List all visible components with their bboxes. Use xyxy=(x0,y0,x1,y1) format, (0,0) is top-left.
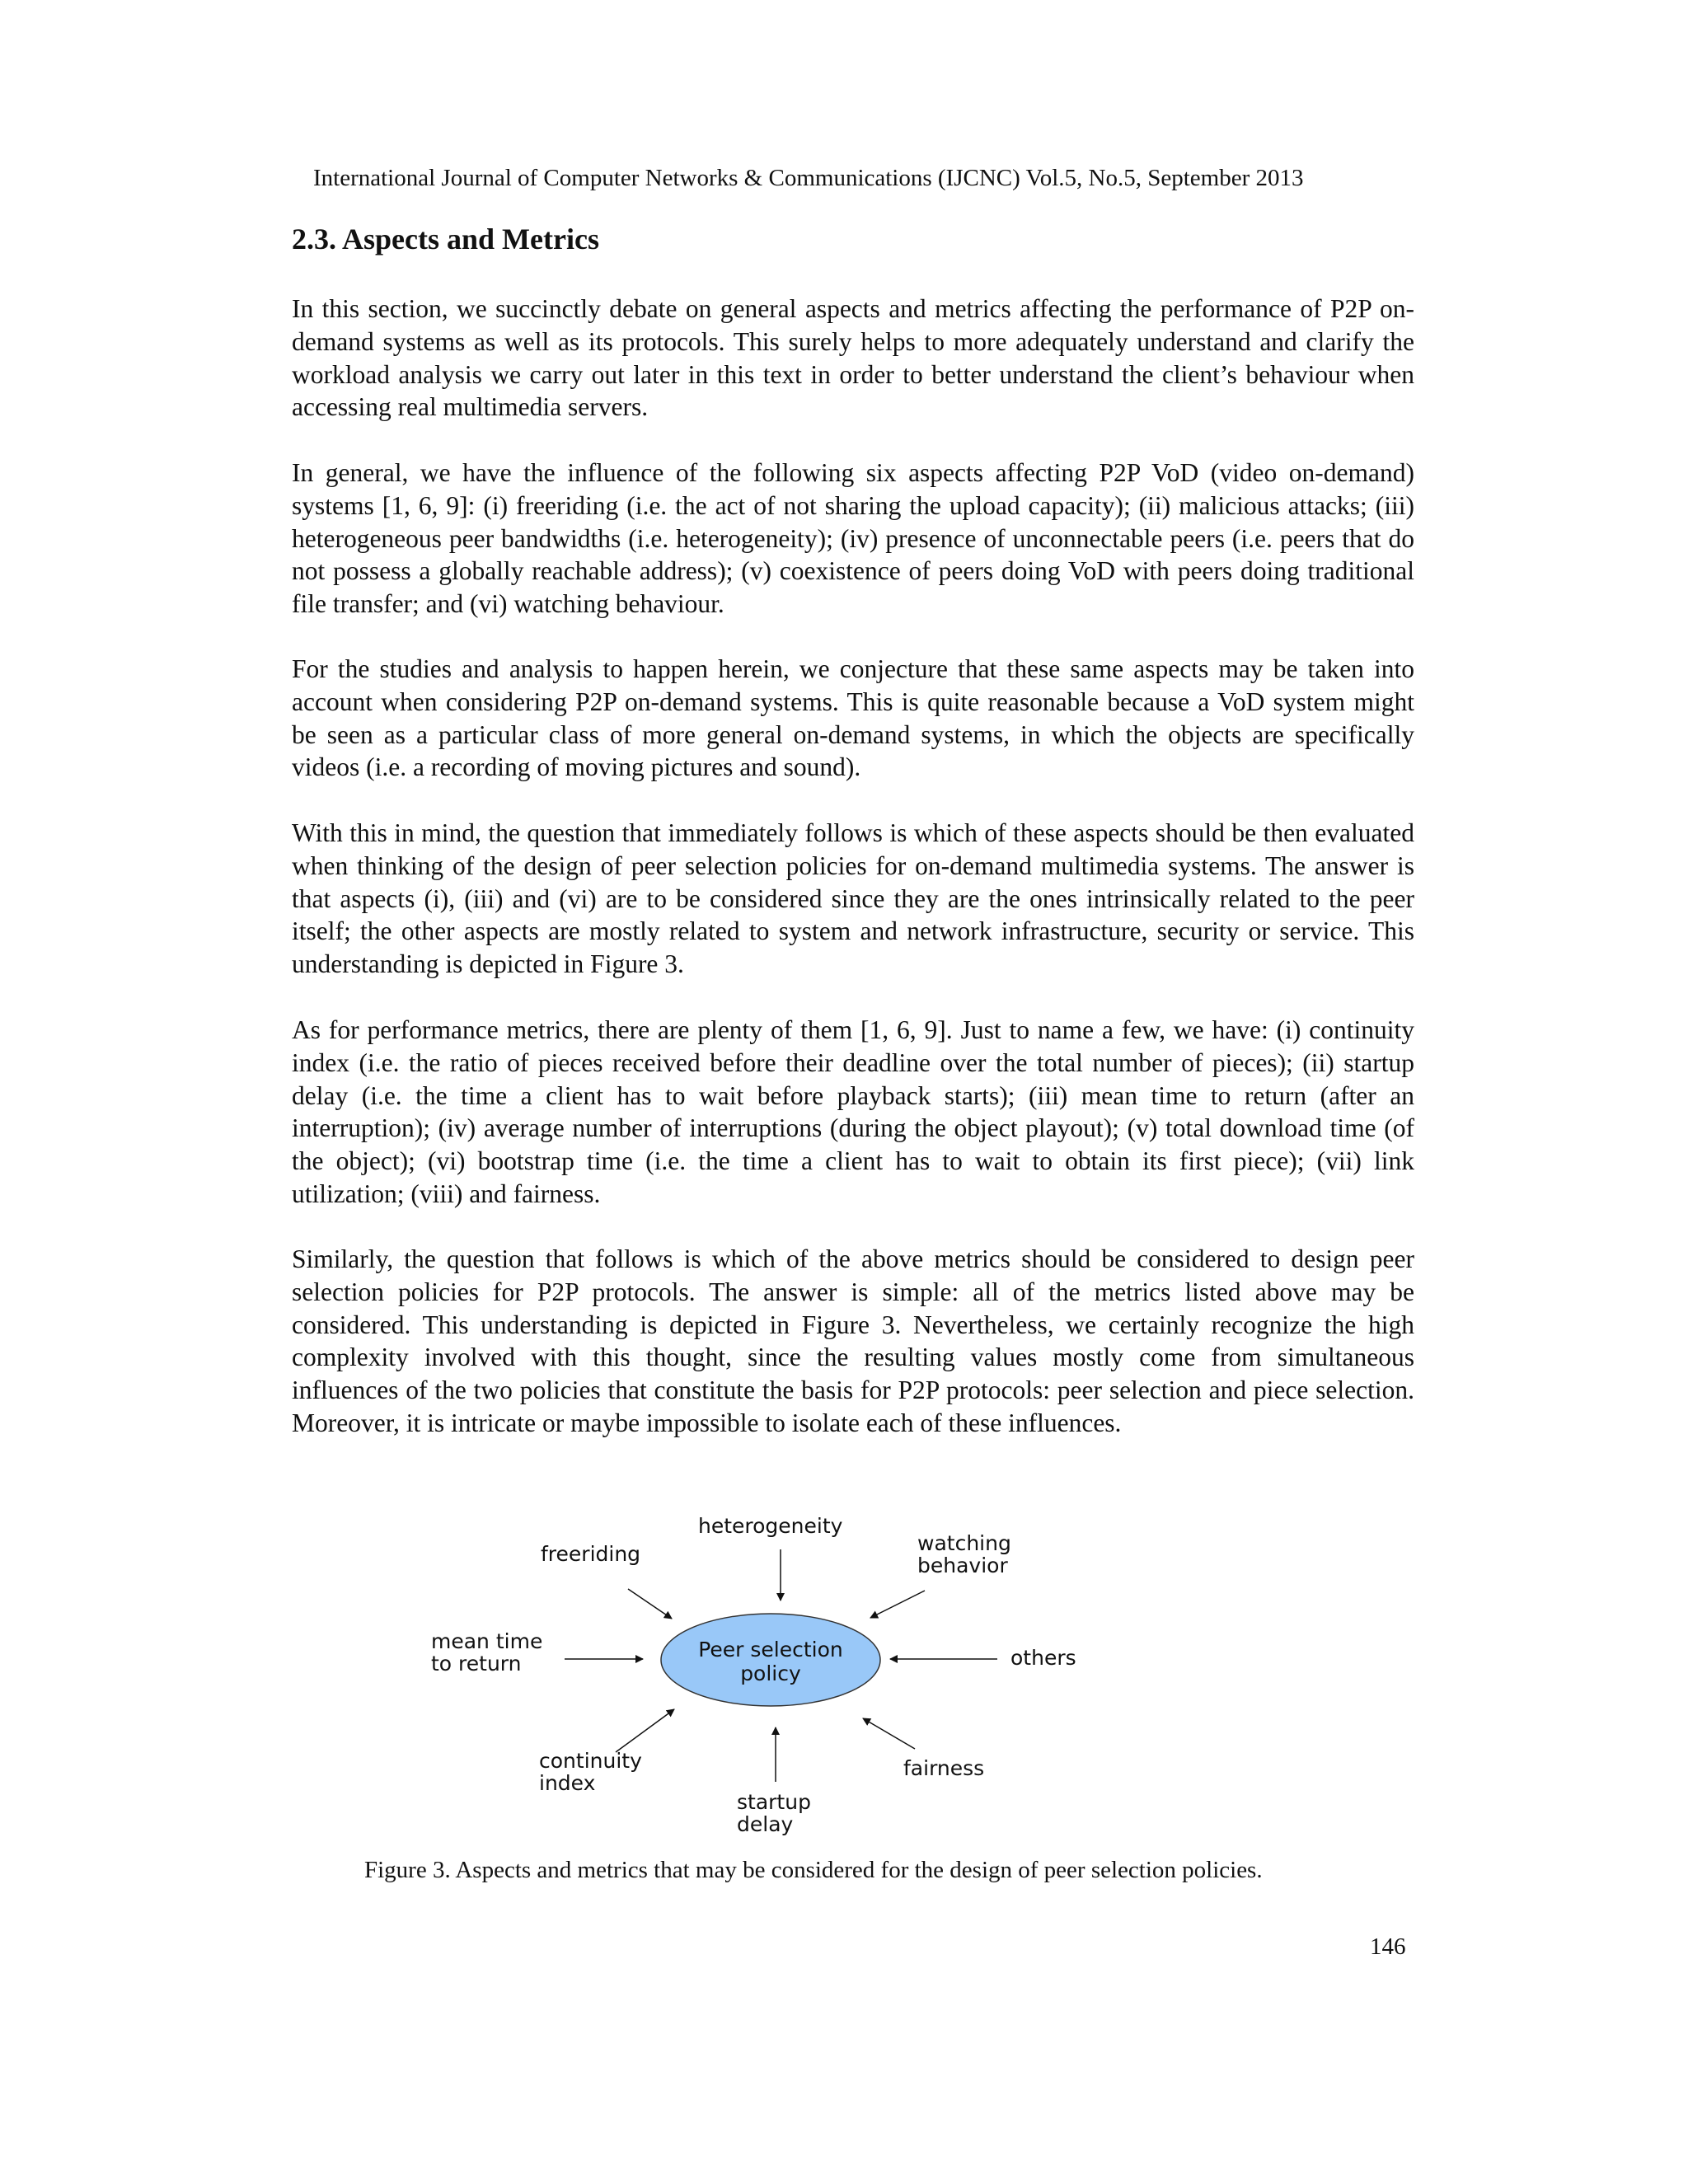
figure-3-diagram xyxy=(420,1500,1080,1846)
label-mean-time-line1: mean time xyxy=(431,1629,543,1653)
label-continuity-line2: index xyxy=(539,1771,596,1795)
figure-caption: Figure 3. Aspects and metrics that may be considered for the design of peer selection policies. xyxy=(364,1857,1263,1883)
paragraph-intro: In this section, we succinctly debate on general aspects and metrics affecting the performance of P2P on-demand systems as well as its protocols. This surely helps to more adequately understand and clarify the workload analysis we carry out later in this text in order to better understand the client’s behaviour when accessing real multimedia servers. xyxy=(292,294,1414,422)
label-watching-line2: behavior xyxy=(917,1554,1008,1577)
arrow-continuity-index xyxy=(616,1709,674,1752)
arrow-fairness xyxy=(863,1718,915,1749)
running-header: International Journal of Computer Networks & Communications (IJCNC) Vol.5, No.5, September 2013 xyxy=(313,165,1304,191)
label-continuity-line1: continuity xyxy=(539,1749,642,1773)
label-mean-time-line2: to return xyxy=(431,1652,522,1675)
paragraph-metrics-design: Similarly, the question that follows is which of the above metrics should be considered to design peer selection policies for P2P protocols. The answer is simple: all of the metrics listed above may be considered. This understanding is depicted in Figure 3. Nevertheless, we certainly recognize the high complexity involved with this thought, since the resulting values mostly come from simultaneous influences of the two policies that constitute the basis for P2P protocols: peer selection and piece selection. Moreover, it is intricate or maybe impossible to isolate each of these influences. xyxy=(292,1244,1414,1437)
paragraph-conjecture: For the studies and analysis to happen herein, we conjecture that these same aspects may be taken into account when considering P2P on-demand systems. This is quite reasonable because a VoD system might be seen as a particular class of more general on-demand systems, in which the objects are specifically videos (i.e. a recording of moving pictures and sound). xyxy=(292,654,1414,782)
paragraph-performance-metrics: As for performance metrics, there are plenty of them [1, 6, 9]. Just to name a few, we have: (i) continuity index (i.e. the ratio of pieces received before their deadline over the total number of pieces); (ii) startup delay (i.e. the time a client has to wait before playback starts); (iii) mean time to return (after an interruption); (iv) average number of interruptions (during the object playout); (v) total download time (of the object); (vi) bootstrap time (i.e. the time a client has to wait to obtain its first piece); (vii) link utilization; (viii) and fairness. xyxy=(292,1015,1414,1208)
label-startup-line2: delay xyxy=(737,1812,794,1836)
paragraph-six-aspects: In general, we have the influence of the following six aspects affecting P2P VoD (video on-demand) systems [1, 6, 9]: (i) freeriding (i.e. the act of not sharing the upload capacity); (ii) malicious attacks; (iii) heterogeneous peer bandwidths (i.e. heterogeneity); (iv) presence of unconnectable peers (i.e. peers that do not possess a globally reachable address); (v) coexistence of peers doing VoD with peers doing traditional file transfer; and (vi) watching behaviour. xyxy=(292,458,1414,619)
label-freeriding: freeriding xyxy=(541,1542,641,1566)
label-watching-line1: watching xyxy=(917,1531,1011,1555)
arrow-watching-behavior xyxy=(870,1591,925,1618)
section-title: 2.3. Aspects and Metrics xyxy=(292,223,599,255)
paragraph-aspects-evaluation: With this in mind, the question that immediately follows is which of these aspects should be then evaluated when thinking of the design of peer selection policies for on-demand multimedia systems. The answer is that aspects (i), (iii) and (vi) are to be considered since they are the ones intrinsically related to the peer itself; the other aspects are mostly related to system and network infrastructure, security or service. This understanding is depicted in Figure 3. xyxy=(292,818,1414,979)
arrow-freeriding xyxy=(628,1589,672,1619)
center-label-line1: Peer selection xyxy=(698,1638,843,1661)
label-others: others xyxy=(1010,1646,1076,1670)
page-number: 146 xyxy=(1370,1933,1406,1960)
label-heterogeneity: heterogeneity xyxy=(698,1514,843,1538)
label-fairness: fairness xyxy=(903,1756,985,1780)
center-label-line2: policy xyxy=(740,1661,801,1685)
label-startup-line1: startup xyxy=(737,1790,811,1814)
